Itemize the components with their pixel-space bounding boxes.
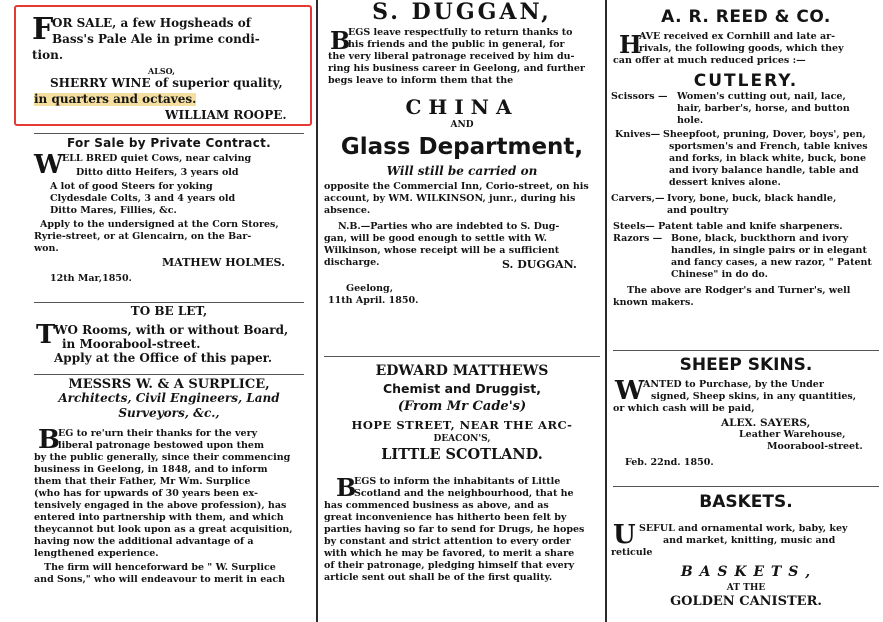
- drop-cap: T: [36, 320, 56, 350]
- ad-line: handles, in single pairs or in elegant: [671, 245, 867, 256]
- drop-cap: W: [615, 376, 645, 406]
- ad-line: Scotland and the neighbourhood, that he: [354, 488, 574, 499]
- ad-line: and poultry: [667, 205, 729, 216]
- ad-line: won.: [34, 243, 59, 254]
- ad-line: tensively engaged in the above profession), has: [34, 500, 287, 511]
- ad-line: and fancy cases, a new razor, " Patent: [671, 257, 872, 268]
- ad-line: hair, barber's, horse, and button: [677, 103, 850, 114]
- ad-line: The firm will henceforward be " W. Surplice: [44, 562, 276, 573]
- ad-line: ring his business career in Geelong, and further: [328, 63, 585, 74]
- ad-line: Clydesdale Colts, 3 and 4 years old: [50, 193, 236, 204]
- ad-signer: WILLIAM ROOPE.: [165, 108, 287, 122]
- ad-line: Ryrie-street, or at Glencairn, on the Bar-: [34, 231, 252, 242]
- ad-subtitle: Surveyors, &c.,: [118, 406, 220, 420]
- ad-line: reticule: [611, 547, 653, 558]
- divider: [613, 350, 879, 351]
- ad-signer: MATHEW HOLMES.: [162, 256, 285, 269]
- ad-line: has commenced business as above, and as: [324, 500, 549, 511]
- ad-line: sportsmen's and French, table knives: [669, 141, 868, 152]
- ad-title: SHEEP SKINS.: [679, 355, 813, 375]
- column-middle: [318, 0, 606, 622]
- ad-line: Ditto ditto Heifers, 3 years old: [76, 167, 239, 178]
- ad-line-label: Scissors —: [611, 91, 668, 102]
- column-right: [607, 0, 883, 622]
- ad-subtitle: B A S K E T S ,: [680, 564, 812, 580]
- ad-subtitle: GOLDEN CANISTER.: [670, 594, 822, 609]
- ad-line: of their patronage, pledging himself that every: [324, 560, 575, 571]
- ad-line: known makers.: [613, 297, 694, 308]
- ad-title: A. R. REED & CO.: [661, 7, 831, 27]
- ad-subtitle: LITTLE SCOTLAND.: [381, 446, 543, 463]
- ad-line: EG to re'urn their thanks for the very: [58, 428, 258, 439]
- ad-line: article sent out shall be of the first quality.: [324, 572, 553, 583]
- ad-private-contract: [34, 136, 304, 290]
- drop-cap: F: [32, 12, 54, 47]
- selection-highlight-box: [14, 5, 312, 126]
- ad-place: Leather Warehouse,: [739, 429, 846, 440]
- ad-line: tion.: [32, 48, 64, 62]
- ad-line: ANTED to Purchase, by the Under: [643, 379, 824, 390]
- ad-line: A lot of good Steers for yoking: [50, 181, 213, 192]
- ad-subtitle: Chemist and Druggist,: [382, 381, 542, 396]
- ad-line: WO Rooms, with or without Board,: [54, 323, 289, 337]
- highlighted-text: in quarters and octaves.: [34, 92, 197, 106]
- ad-line: with which he may be favored, to merit a share: [324, 548, 575, 559]
- ad-line: OR SALE, a few Hogsheads of: [52, 16, 251, 30]
- ad-line: theycannot but look upon as a great acquisition,: [34, 524, 293, 535]
- ad-line: Steels— Patent table and knife sharpeners.: [613, 221, 843, 232]
- ad-heading: CHINA: [405, 95, 519, 119]
- ad-line: rivals, the following goods, which they: [639, 43, 844, 54]
- ad-sheep-skins: [611, 354, 881, 492]
- ad-line: in Moorabool-street.: [62, 337, 201, 351]
- ad-subtitle: Will still be carried on: [386, 164, 538, 178]
- drop-cap: H: [619, 30, 642, 59]
- ad-line: signed, Sheep skins, in any quantities,: [651, 391, 857, 402]
- ad-line: Ivory, bone, buck, black handle,: [667, 193, 837, 204]
- ad-title: BASKETS.: [699, 492, 793, 512]
- ad-to-be-let: [34, 305, 304, 366]
- ad-line: great inconvenience has hitherto been felt by: [324, 512, 567, 523]
- ad-line: account, by WM. WILKINSON, junr., during his: [324, 193, 576, 204]
- ad-line: and market, knitting, music and: [663, 535, 836, 546]
- ad-line: his friends and the public in general, for: [348, 39, 565, 50]
- divider: [34, 374, 304, 375]
- ad-heading: CUTLERY.: [693, 71, 799, 91]
- ad-duggan: [322, 0, 602, 318]
- ad-line: Chinese" in do do.: [671, 269, 768, 280]
- ad-title: S. DUGGAN,: [372, 0, 552, 25]
- ad-line: and forks, in black white, buck, bone: [669, 153, 867, 164]
- ad-date: 11th April. 1850.: [328, 295, 419, 306]
- ad-title: TO BE LET,: [130, 304, 208, 318]
- ad-line: the very liberal patronage received by him du-: [328, 51, 575, 62]
- ad-line: Wilkinson, whose receipt will be a sufficient: [324, 245, 560, 256]
- ad-line: N.B.—Parties who are indebted to S. Dug-: [338, 221, 560, 232]
- ad-surplice: [34, 378, 304, 621]
- ad-line-label: Razors —: [613, 233, 663, 244]
- ad-line: can offer at much reduced prices :—: [613, 55, 806, 66]
- ad-line: ALSO,: [148, 66, 175, 76]
- ad-line: entered into partnership with them, and which: [34, 512, 284, 523]
- ad-title: For Sale by Private Contract.: [66, 136, 272, 150]
- ad-title: EDWARD MATTHEWS: [375, 363, 549, 379]
- ad-line: Sheepfoot, pruning, Dover, boys', pen,: [663, 129, 866, 140]
- ad-date: 12th Mar,1850.: [50, 273, 132, 284]
- ad-line: Ditto Mares, Fillies, &c.: [50, 205, 177, 216]
- ad-line: or which cash will be paid,: [613, 403, 755, 414]
- ad-line: SHERRY WINE of superior quality,: [50, 76, 283, 90]
- drop-cap: W: [34, 150, 64, 180]
- ad-line: Bass's Pale Ale in prime condi-: [52, 32, 260, 46]
- ad-line: hole.: [677, 115, 704, 126]
- divider: [613, 486, 879, 487]
- ad-line: AT THE: [726, 583, 766, 593]
- ad-line: Apply at the Office of this paper.: [54, 351, 273, 365]
- ad-line: dessert knives alone.: [669, 177, 781, 188]
- drop-cap: B: [38, 425, 60, 455]
- ad-line: EGS to inform the inhabitants of Little: [354, 476, 561, 487]
- ad-place: Moorabool-street.: [767, 441, 863, 452]
- ad-line: Bone, black, buckthorn and ivory: [671, 233, 849, 244]
- ad-line-label: Carvers,—: [611, 193, 665, 204]
- ad-line: EGS leave respectfully to return thanks to: [348, 27, 573, 38]
- ad-reed-co: [611, 6, 881, 342]
- ad-signer: ALEX. SAYERS,: [721, 417, 811, 429]
- ad-line: parties having so far to send for Drugs, he hopes: [324, 524, 585, 535]
- ad-baskets: [611, 490, 881, 610]
- ad-line: and ivory balance handle, table and: [669, 165, 859, 176]
- drop-cap: B: [330, 26, 351, 55]
- ad-line: lengthened experience.: [34, 548, 159, 559]
- ad-date: Feb. 22nd. 1850.: [625, 457, 714, 468]
- ad-line: by the public generally, since their commencing: [34, 452, 291, 463]
- ad-subtitle: (From Mr Cade's): [397, 399, 527, 414]
- ad-heading: Glass Department,: [340, 134, 584, 160]
- ad-line: gan, will be good enough to settle with W.: [324, 233, 547, 244]
- ad-line: them that their Father, Mr Wm. Surplice: [34, 476, 251, 487]
- ad-line: AND: [450, 120, 474, 130]
- ad-line: and Sons," who will endeavour to merit in each: [34, 574, 286, 585]
- ad-signer: S. DUGGAN.: [502, 258, 577, 271]
- ad-line: ELL BRED quiet Cows, near calving: [62, 153, 252, 164]
- ad-line: liberal patronage bestowed upon them: [58, 440, 264, 451]
- ad-line-label: Knives—: [615, 129, 661, 140]
- column-left: [0, 0, 317, 622]
- divider: [324, 356, 600, 357]
- drop-cap: U: [613, 520, 636, 550]
- ad-line: Apply to the undersigned at the Corn Stores,: [40, 219, 279, 230]
- divider: [34, 302, 304, 303]
- ad-subtitle: DEACON'S,: [433, 434, 491, 444]
- ad-line: by constant and strict attention to every order: [324, 536, 571, 547]
- ad-line: absence.: [324, 205, 371, 216]
- drop-cap: B: [336, 473, 357, 502]
- ad-line: SEFUL and ornamental work, baby, key: [639, 523, 848, 534]
- ad-place: Geelong,: [346, 283, 394, 294]
- ad-line: begs leave to inform them that the: [328, 75, 514, 86]
- ad-subtitle: Architects, Civil Engineers, Land: [58, 391, 280, 405]
- ad-line: business in Geelong, in 1848, and to inform: [34, 464, 268, 475]
- ad-line: discharge.: [324, 257, 380, 268]
- ad-line: opposite the Commercial Inn, Corio-street, on his: [324, 181, 589, 192]
- ad-title: MESSRS W. & A SURPLICE,: [68, 377, 270, 392]
- ad-line: (who has for upwards of 30 years been ex-: [34, 488, 258, 499]
- ad-edward-matthews: [322, 362, 602, 605]
- ad-line: having now the additional advantage of a: [34, 536, 254, 547]
- ad-subtitle: HOPE STREET, NEAR THE ARC-: [351, 418, 573, 432]
- ad-line: Women's cutting out, nail, lace,: [677, 91, 846, 102]
- ad-line: AVE received ex Cornhill and late ar-: [639, 31, 836, 42]
- ad-line: The above are Rodger's and Turner's, well: [627, 285, 851, 296]
- divider: [34, 133, 304, 134]
